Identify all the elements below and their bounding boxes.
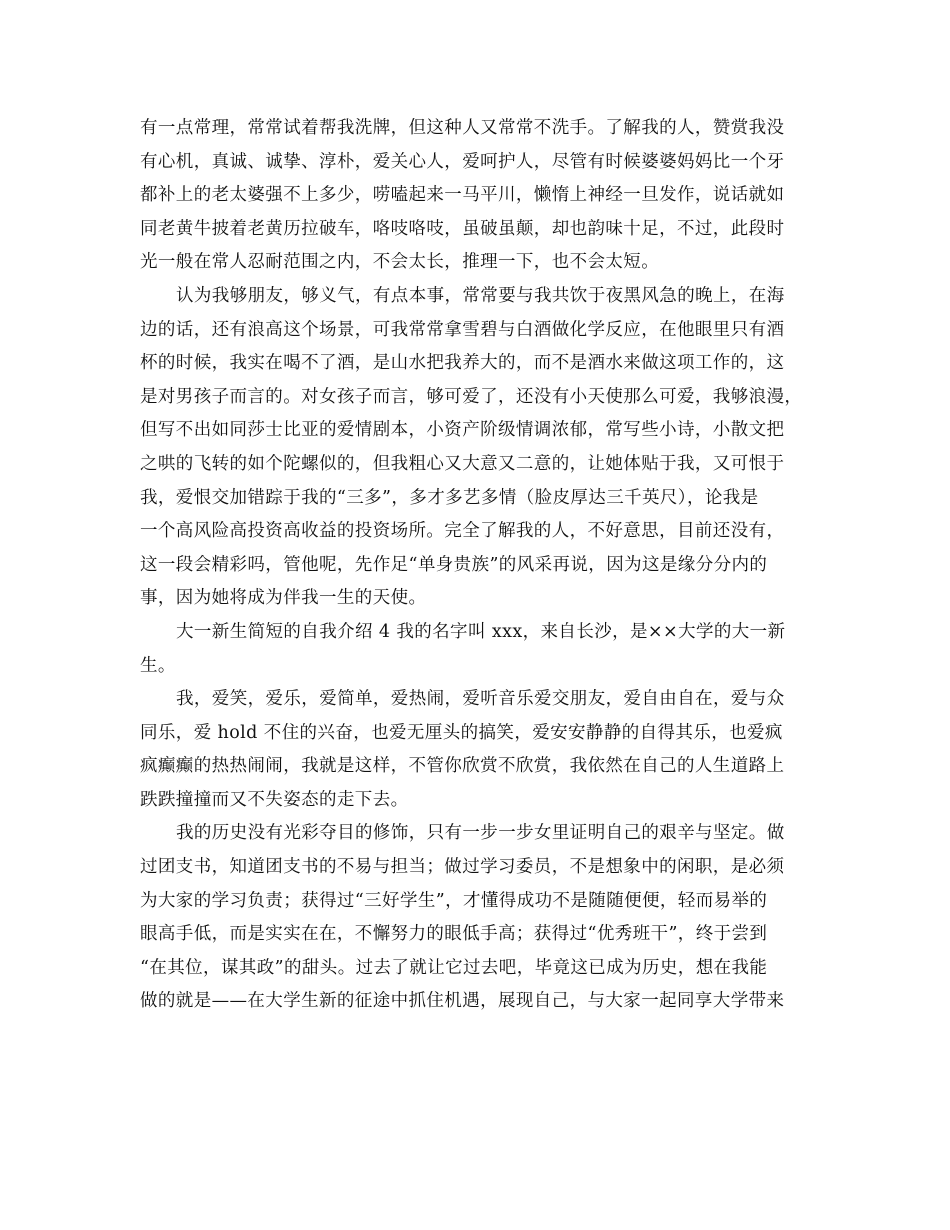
text-line: 认为我够朋友，够义气，有点本事，常常要与我共饮于夜黑风急的晚上，在海 [176, 285, 785, 306]
text-line: “在其位，谋其政”的甜头。过去了就让它过去吧，毕竟这已成为历史，想在我能 [140, 957, 768, 978]
text-line: 这一段会精彩吗，管他呢，先作足“单身贵族”的风采再说，因为这是缘分分内的 [140, 554, 768, 575]
text-line: 为大家的学习负责；获得过“三好学生”，才懂得成功不是随随便便，轻而易举的 [140, 890, 768, 911]
paragraph-1 [140, 112, 830, 280]
text-line: 杯的时候，我实在喝不了酒，是山水把我养大的，而不是酒水来做这项工作的，这 [140, 353, 785, 374]
text-line: 有一点常理，常常试着帮我洗牌，但这种人又常常不洗手。了解我的人，赞赏我没 [140, 118, 785, 138]
text-line: 跌跌撞撞而又不失姿态的走下去。 [140, 789, 409, 810]
text-line: 边的话，还有浪高这个场景，可我常常拿雪碧与白酒做化学反应，在他眼里只有酒 [140, 319, 785, 340]
text-line: 一个高风险高投资高收益的投资场所。完全了解我的人，不好意思，目前还没有， [140, 521, 785, 542]
text-line: 做的就是——在大学生新的征途中抓住机遇，展现自己，与大家一起同享大学带来 [140, 991, 785, 1012]
text-line: 是对男孩子而言的。对女孩子而言，够可爱了，还没有小天使那么可爱，我够浪漫， [140, 386, 803, 407]
text-line: 事，因为她将成为伴我一生的天使。 [140, 588, 427, 609]
text-line: 都补上的老太婆强不上多少，唠嗑起来一马平川，懒惰上神经一旦发作，说话就如 [140, 185, 785, 206]
text-line: 但写不出如同莎士比亚的爱情剧本，小资产阶级情调浓郁，常写些小诗，小散文把 [140, 420, 785, 441]
text-line: 我，爱恨交加错踪于我的“三多”，多才多艺多情（脸皮厚达三千英尺），论我是 [140, 487, 759, 508]
text-line: 之哄的飞转的如个陀螺似的，但我粗心又大意又二意的，让她体贴于我，又可恨于 [140, 453, 785, 474]
text-line: 有心机，真诚、诚挚、淳朴，爱关心人，爱呵护人，尽管有时候婆婆妈妈比一个牙 [140, 151, 785, 172]
text-line: 生。 [140, 655, 176, 676]
text-line: 大一新生简短的自我介绍 4 我的名字叫 xxx，来自长沙，是××大学的大一新 [176, 621, 786, 642]
paragraph-4 [140, 683, 830, 817]
text-line: 光一般在常人忍耐范围之内，不会太长，推理一下，也不会太短。 [140, 252, 660, 273]
text-line: 同乐，爱 hold 不住的兴奋，也爱无厘头的搞笑，爱安安静静的自得其乐，也爱疯 [140, 722, 783, 743]
text-line: 眼高手低，而是实实在在，不懈努力的眼低手高；获得过“优秀班干”，终于尝到 [140, 924, 768, 945]
document-body [140, 112, 830, 1019]
text-line: 我的历史没有光彩夺目的修饰，只有一步一步女里证明自己的艰辛与坚定。做 [176, 823, 785, 844]
paragraph-2 [140, 280, 830, 616]
text-line: 同老黄牛披着老黄历拉破车，咯吱咯吱，虽破虽颠，却也韵味十足，不过，此段时 [140, 218, 785, 239]
text-line: 我，爱笑，爱乐，爱简单，爱热闹，爱听音乐爱交朋友，爱自由自在，爱与众 [176, 689, 785, 710]
paragraph-3 [140, 616, 830, 683]
paragraph-5 [140, 817, 830, 1019]
text-line: 过团支书，知道团支书的不易与担当；做过学习委员，不是想象中的闲职，是必须 [140, 857, 785, 878]
text-line: 疯癫癫的热热闹闹，我就是这样，不管你欣赏不欣赏，我依然在自己的人生道路上 [140, 756, 785, 777]
